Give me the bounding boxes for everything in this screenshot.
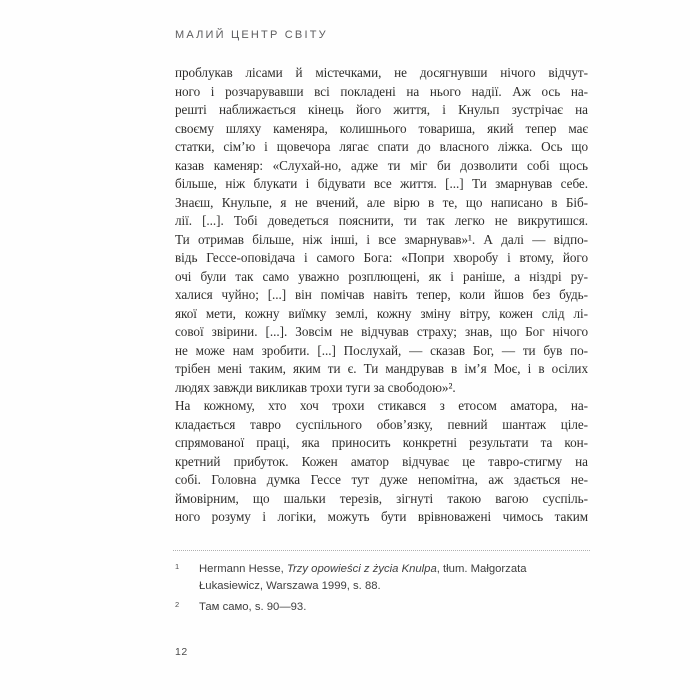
body-text <box>175 64 588 527</box>
footnote-text-pre: Hermann Hesse, <box>199 563 287 575</box>
paragraph-2 <box>175 397 588 527</box>
footnote-separator <box>173 550 590 551</box>
running-header: МАЛИЙ ЦЕНТР СВІТУ <box>175 29 328 41</box>
text-line: кладається тавро суспільного обов’язку, певний шантаж ціле- <box>175 416 588 432</box>
text-line: собі. Головна думка Гессе тут дуже непомітна, аж здається не- <box>175 472 588 487</box>
footnote-marker: 2 <box>175 600 180 609</box>
text-line: лії. [...]. Тобі доведеться пояснити, ти так легко не викрутишся. <box>175 213 588 228</box>
footnote-text <box>199 599 589 616</box>
footnote-text-pre: Там само, s. 90—93. <box>199 601 307 613</box>
text-line: казав каменяр: «Слухай-но, адже ти міг би дозволити собі щось <box>175 157 588 173</box>
text-line: більше, ніж блукати і бідувати все життя. [...] Ти змарнував себе. <box>175 176 588 191</box>
text-line: очі були так само уважно розплющені, як і раніше, а ніздрі ру- <box>175 268 588 284</box>
text-line: Знаєш, Кнульпе, я не вчений, але вірю в те, що написано в Біб- <box>175 194 588 210</box>
text-line: ного розуму і логіки, можуть бути врівноважені чимось таким <box>175 509 588 524</box>
text-line: проблукав лісами й містечками, не досягнувши нічого відчут- <box>175 65 588 80</box>
text-line: спрямованої праці, яка приносить конкретні результати та кон- <box>175 435 588 450</box>
footnote <box>175 599 589 616</box>
text-line: якої мети, кожну виїмку землі, кожну зміну вітру, кожен слід лі- <box>175 305 588 321</box>
footnote-marker: 1 <box>175 562 180 571</box>
footnotes-block <box>175 561 589 621</box>
text-line: ного і розчарувавши всі покладені на нього надії. Аж ось на- <box>175 83 588 99</box>
text-line: Ти отримав більше, ніж інші, і все змарнував»¹. А далі — відпо- <box>175 231 588 247</box>
text-line: не може нам зробити. [...] Послухай, — сказав Бог, — ти був по- <box>175 342 588 358</box>
text-line: решті наближається кінець його життя, і Кнульп зустрічає на <box>175 102 588 117</box>
text-line: На кожному, хто хоч трохи стикався з етосом аматора, на- <box>175 398 588 413</box>
footnote-text-post: , tłum. Małgorzata Łukasiewicz, Warszawa 1999, s. 88. <box>199 563 527 592</box>
text-line: халися чуйно; [...] він помічав навіть тепер, коли йшов без будь- <box>175 287 588 302</box>
text-line: кретний прибуток. Кожен аматор відчуває це тавро-стигму на <box>175 453 588 469</box>
text-line: відь Гессе-оповідача і самого Бога: «Попри хворобу і втому, його <box>175 250 588 265</box>
text-line: ймовірним, що шальки терезів, зігнуті такою вагою суспіль- <box>175 490 588 506</box>
text-line: трібен мені таким, яким ти є. Ти мандрував в ім’я Моє, і в осілих <box>175 361 588 376</box>
text-line: своєму шляху каменяра, колишнього товариша, який тепер має <box>175 120 588 136</box>
footnote <box>175 561 589 594</box>
text-line: людях завжди викликав трохи туги за свободою»². <box>175 379 456 395</box>
text-line: статки, сім’ю і щовечора лягає спати до власного ліжка. Ось що <box>175 139 588 154</box>
paragraph-1 <box>175 64 588 397</box>
page-number: 12 <box>175 646 188 658</box>
footnote-text <box>199 561 589 594</box>
text-line: сової звірини. [...]. Зовсім не відчував страху; знав, що Бог нічого <box>175 324 588 339</box>
footnote-text-italic: Trzy opowieści z życia Knulpa <box>286 563 437 575</box>
